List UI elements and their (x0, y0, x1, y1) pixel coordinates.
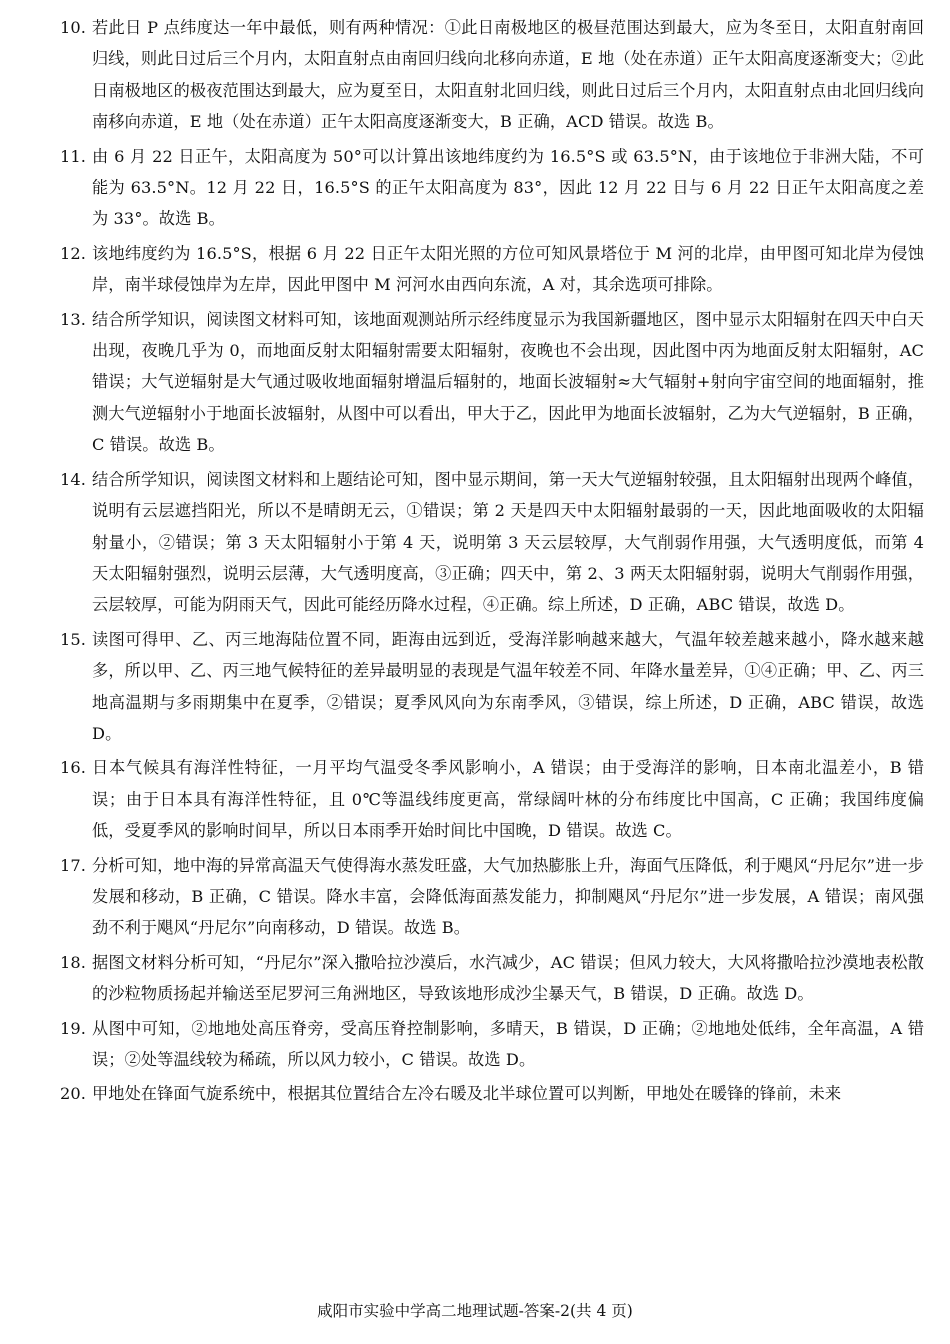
item-text: 读图可得甲、乙、丙三地海陆位置不同，距海由远到近，受海洋影响越来越大，气温年较差越来越小，降水越来越多，所以甲、乙、丙三地气候特征的差异最明显的表现是气温年较差不同、年降水量差异，①④正确；甲、乙、丙三地高温期与多雨期集中在夏季，②错误；夏季风风向为东南季风，③错误，综上所述，D 正确，ABC 错误，故选 D。 (92, 629, 924, 743)
item-text: 日本气候具有海洋性特征，一月平均气温受冬季风影响小，A 错误；由于受海洋的影响，日本南北温差小，B 错误；由于日本具有海洋性特征，且 0℃等温线纬度更高，常绿阔叶林的分布纬度比中国高，C 正确；我国纬度偏低，受夏季风的影响时间早，所以日本雨季开始时间比中国晚，D 错误。故选 C。 (92, 758, 924, 841)
answer-item-18 (60, 947, 924, 1010)
answer-item-17 (60, 850, 924, 944)
item-text: 结合所学知识，阅读图文材料可知，该地面观测站所示经纬度显示为我国新疆地区，图中显示太阳辐射在四天中白天出现，夜晚几乎为 0，而地面反射太阳辐射需要太阳辐射，夜晚也不会出现，因此图中丙为地面反射太阳辐射，AC 错误；大气逆辐射是大气通过吸收地面辐射增温后辐射的，地面长波辐射≈大气辐射+射向宇宙空间的地面辐射，推测大气逆辐射小于地面长波辐射，从图中可以看出，甲大于乙，因此甲为地面长波辐射，乙为大气逆辐射，B 正确，C 错误。故选 B。 (92, 309, 924, 455)
item-text: 该地纬度约为 16.5°S，根据 6 月 22 日正午太阳光照的方位可知风景塔位于 M 河的北岸，由甲图可知北岸为侵蚀岸，南半球侵蚀岸为左岸，因此甲图中 M 河河水由西向东流，A 对，其余选项可排除。 (92, 243, 924, 295)
item-number: 17. (60, 855, 87, 875)
answer-item-16 (60, 752, 924, 846)
item-number: 15. (60, 629, 87, 649)
item-number: 18. (60, 952, 87, 972)
answer-item-11 (60, 141, 924, 235)
page-footer: 咸阳市实验中学高二地理试题-答案-2(共 4 页) (317, 1302, 633, 1320)
item-number: 14. (60, 469, 87, 489)
item-number: 12. (60, 243, 87, 263)
item-number: 16. (60, 758, 87, 778)
answer-item-20 (60, 1078, 924, 1109)
answer-item-12 (60, 238, 924, 301)
item-text: 分析可知，地中海的异常高温天气使得海水蒸发旺盛，大气加热膨胀上升，海面气压降低，利于飓风“丹尼尔”进一步发展和移动，B 正确，C 错误。降水丰富，会降低海面蒸发能力，抑制飓风“丹尼尔”进一步发展，A 错误；南风强劲不利于飓风“丹尼尔”向南移动，D 错误。故选 B。 (92, 855, 924, 938)
item-text: 结合所学知识，阅读图文材料和上题结论可知，图中显示期间，第一天大气逆辐射较强，且太阳辐射出现两个峰值，说明有云层遮挡阳光，所以不是晴朗无云，①错误；第 2 天是四天中太阳辐射最弱的一天，因此地面吸收的太阳辐射量小，②错误；第 3 天太阳辐射小于第 4 天，说明第 3 天云层较厚，大气削弱作用强，大气透明度低，而第 4 天太阳辐射强烈，说明云层薄，大气透明度高，③正确；四天中，第 2、3 两天太阳辐射弱，说明大气削弱作用强，云层较厚，可能为阴雨天气，因此可能经历降水过程，④正确。综上所述，D 正确，ABC 错误，故选 D。 (92, 469, 924, 615)
answer-item-13 (60, 304, 924, 461)
item-number: 20. (60, 1084, 87, 1104)
answer-item-14 (60, 464, 924, 621)
item-number: 19. (60, 1018, 87, 1038)
answer-item-19 (60, 1013, 924, 1076)
item-text: 由 6 月 22 日正午，太阳高度为 50°可以计算出该地纬度约为 16.5°S 或 63.5°N，由于该地位于非洲大陆，不可能为 63.5°N。12 月 22 日，16.5°S 的正午太阳高度为 83°，因此 12 月 22 日与 6 月 22 日正午太阳高度之差为 33°。故选 B。 (92, 146, 924, 229)
item-number: 10. (60, 18, 87, 37)
answer-item-10 (60, 12, 924, 138)
item-text: 甲地处在锋面气旋系统中，根据其位置结合左冷右暖及北半球位置可以判断，甲地处在暖锋的锋前，未来 (92, 1084, 842, 1104)
item-text: 从图中可知，②地地处高压脊旁，受高压脊控制影响，多晴天，B 错误，D 正确；②地地处低纬，全年高温，A 错误；②处等温线较为稀疏，所以风力较小，C 错误。故选 D。 (92, 1018, 924, 1069)
item-text: 据图文材料分析可知，“丹尼尔”深入撒哈拉沙漠后，水汽减少，AC 错误；但风力较大，大风将撒哈拉沙漠地表松散的沙粒物质扬起并输送至尼罗河三角洲地区，导致该地形成沙尘暴天气，B 错误，D 正确。故选 D。 (92, 952, 924, 1004)
answer-list (60, 12, 924, 1113)
item-number: 11. (60, 146, 87, 166)
item-number: 13. (60, 309, 87, 329)
item-text: 若此日 P 点纬度达一年中最低，则有两种情况：①此日南极地区的极昼范围达到最大，应为冬至日，太阳直射南回归线，则此日过后三个月内，太阳直射点由南回归线向北移向赤道，E 地（处在赤道）正午太阳高度逐渐变大；②此日南极地区的极夜范围达到最大，应为夏至日，太阳直射北回归线，则此日过后三个月内，太阳直射点由北回归线向南移向赤道，E 地（处在赤道）正午太阳高度逐渐变大，B 正确，ACD 错误。故选 B。 (92, 18, 924, 132)
answer-item-15 (60, 624, 924, 750)
